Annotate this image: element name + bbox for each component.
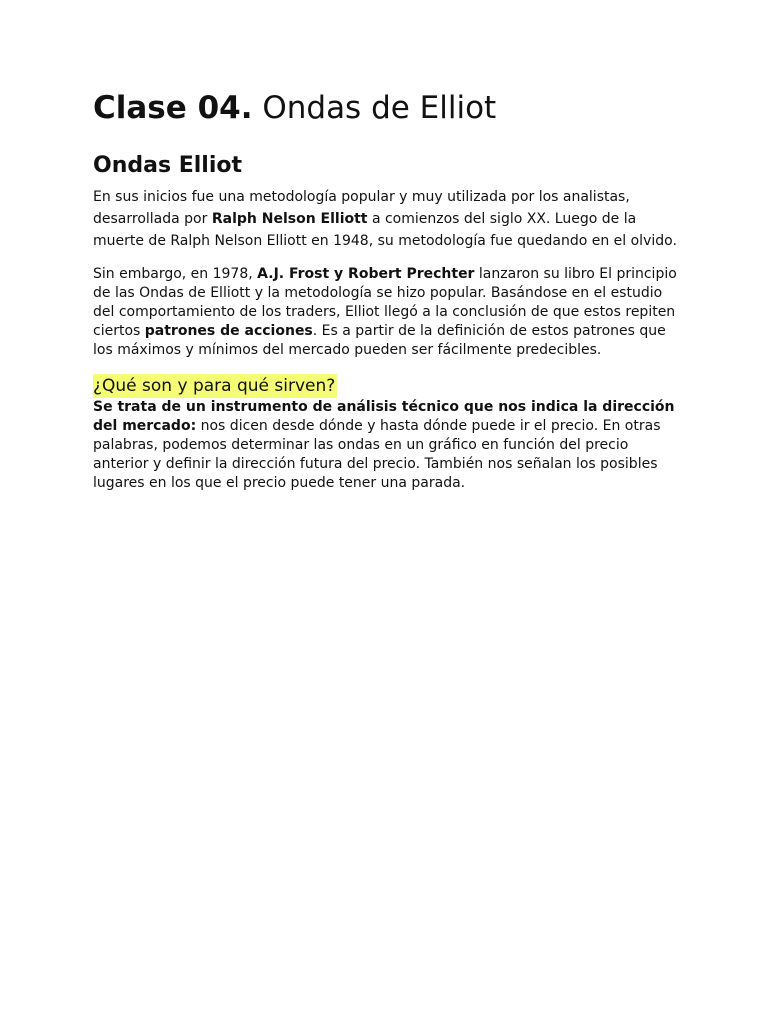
paragraph-history-text-3: . Es a partir de la definición de estos patrones que los máximos y mínimos del mercado pueden ser fácilmente predecibles. (93, 323, 666, 358)
paragraph-definition (93, 398, 683, 493)
page-title (93, 88, 683, 128)
paragraph-intro-text-2: a comienzos del siglo XX. Luego de la muerte de Ralph Nelson Elliott en 1948, su metodología fue quedando en el olvido. (93, 211, 677, 249)
paragraph-intro (93, 186, 683, 252)
paragraph-history-bold-1: A.J. Frost y Robert Prechter (257, 266, 475, 282)
document-page (93, 88, 683, 493)
paragraph-definition-bold-1: Se trata de un instrumento de análisis técnico que nos indica la dirección del mercado: (93, 399, 675, 434)
paragraph-history-bold-2: patrones de acciones (144, 323, 313, 339)
page-title-rest: Ondas de Elliot (252, 90, 497, 126)
section-heading: Ondas Elliot (93, 153, 242, 178)
paragraph-history (93, 265, 683, 360)
paragraph-intro-text-1: En sus inicios fue una metodología popular y muy utilizada por los analistas, desarrollada por (93, 189, 630, 227)
paragraph-intro-bold-1: Ralph Nelson Elliott (211, 211, 368, 227)
page-title-strong: Clase 04. (93, 90, 253, 126)
paragraph-history-text-2: lanzaron su libro El principio de las Ondas de Elliott y la metodología se hizo popular. Basándose en el estudio del comportamiento de los traders, Elliot llegó a la conclusión de que estos repiten ciertos (93, 266, 677, 339)
paragraph-definition-text-1: nos dicen desde dónde y hasta dónde puede ir el precio. En otras palabras, podemos determinar las ondas en un gráfico en función del precio anterior y definir la dirección futura del precio. También nos señalan los posibles lugares en los que el precio puede tener una parada. (93, 418, 661, 491)
highlighted-subheading: ¿Qué son y para qué sirven? (93, 376, 336, 396)
paragraph-history-text-1: Sin embargo, en 1978, (93, 266, 258, 282)
